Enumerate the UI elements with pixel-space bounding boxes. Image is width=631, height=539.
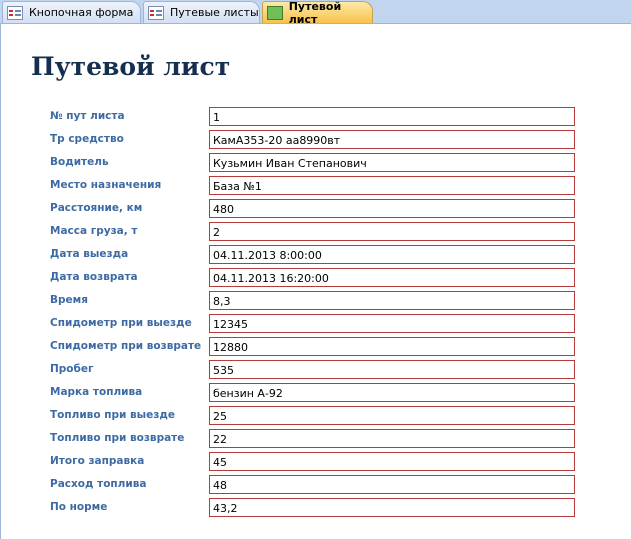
form-row	[0, 153, 631, 173]
tab-knopochnaya-forma[interactable]	[2, 1, 141, 23]
form-row	[0, 222, 631, 242]
form-row	[0, 383, 631, 403]
field-label: Топливо при возврате	[50, 432, 185, 444]
form-icon	[7, 6, 23, 20]
form-row	[0, 268, 631, 288]
form-row	[0, 406, 631, 426]
field-value-input[interactable]: 12345	[209, 314, 575, 333]
field-value-input[interactable]: бензин А-92	[209, 383, 575, 402]
field-label: Водитель	[50, 156, 109, 168]
field-value-input[interactable]: 04.11.2013 16:20:00	[209, 268, 575, 287]
form-row	[0, 291, 631, 311]
form-row	[0, 498, 631, 518]
tab-label: Кнопочная форма	[29, 6, 134, 19]
field-value-input[interactable]: Кузьмин Иван Степанович	[209, 153, 575, 172]
field-value-input[interactable]: КамА353-20 аа8990вт	[209, 130, 575, 149]
field-value-input[interactable]: 04.11.2013 8:00:00	[209, 245, 575, 264]
field-value-input[interactable]: 45	[209, 452, 575, 471]
field-label: Тр средство	[50, 133, 124, 145]
field-value-input[interactable]: 22	[209, 429, 575, 448]
form-icon	[267, 6, 283, 20]
field-value-input[interactable]: 25	[209, 406, 575, 425]
form-row	[0, 107, 631, 127]
field-label: Пробег	[50, 363, 94, 375]
form-row	[0, 199, 631, 219]
field-value-input[interactable]: 2	[209, 222, 575, 241]
field-label: Итого заправка	[50, 455, 145, 467]
field-label: Место назначения	[50, 179, 162, 191]
form-title: Путевой лист	[31, 52, 231, 81]
tab-label: Путевой лист	[288, 0, 342, 26]
field-label: По норме	[50, 501, 108, 513]
document-tab-bar	[0, 0, 631, 24]
form-row	[0, 360, 631, 380]
tab-label: Путевые листы	[170, 6, 259, 19]
form-row	[0, 176, 631, 196]
field-label: Дата выезда	[50, 248, 129, 260]
field-label: Топливо при выезде	[50, 409, 175, 421]
field-label: Расстояние, км	[50, 202, 143, 214]
field-label: Спидометр при выезде	[50, 317, 192, 329]
field-label: Масса груза, т	[50, 225, 138, 237]
form-icon	[148, 6, 164, 20]
form-row	[0, 429, 631, 449]
form-row	[0, 130, 631, 150]
form-row	[0, 452, 631, 472]
field-label: Время	[50, 294, 88, 306]
field-value-input[interactable]: 48	[209, 475, 575, 494]
field-label: № пут листа	[50, 110, 125, 122]
form-row	[0, 475, 631, 495]
field-value-input[interactable]: 1	[209, 107, 575, 126]
field-label: Дата возврата	[50, 271, 138, 283]
field-value-input[interactable]: 43,2	[209, 498, 575, 517]
field-value-input[interactable]: 12880	[209, 337, 575, 356]
form-row	[0, 314, 631, 334]
form-row	[0, 245, 631, 265]
field-label: Расход топлива	[50, 478, 147, 490]
field-label: Марка топлива	[50, 386, 143, 398]
tab-putevoy-list[interactable]	[262, 0, 373, 26]
field-label: Спидометр при возврате	[50, 340, 202, 352]
field-value-input[interactable]: 480	[209, 199, 575, 218]
field-value-input[interactable]: База №1	[209, 176, 575, 195]
field-value-input[interactable]: 8,3	[209, 291, 575, 310]
tab-putevye-listy[interactable]	[143, 1, 260, 23]
form-row	[0, 337, 631, 357]
field-value-input[interactable]: 535	[209, 360, 575, 379]
